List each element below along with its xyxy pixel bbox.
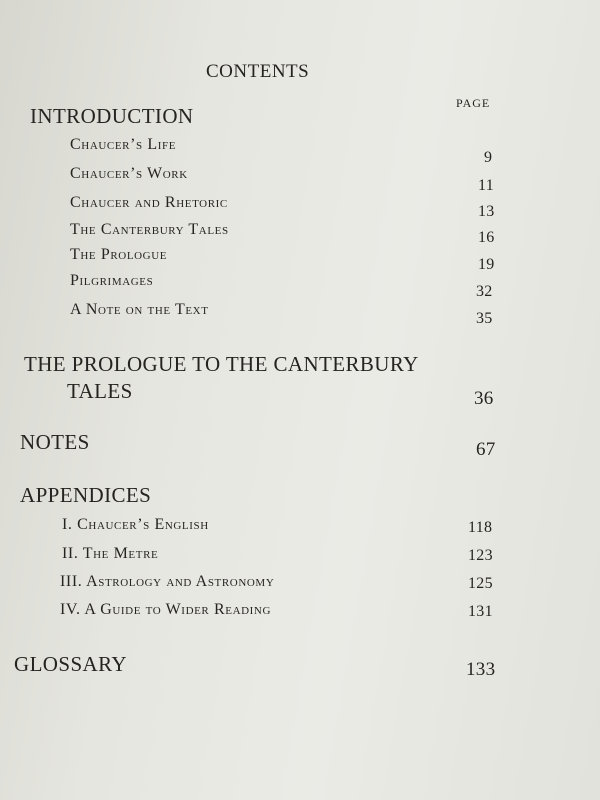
toc-entry-label: IV. A Guide to Wider Reading	[60, 601, 272, 618]
toc-entry-page: 133	[466, 659, 496, 680]
toc-entry-label: Pilgrimages	[70, 272, 154, 289]
section-heading-appendices: APPENDICES	[20, 483, 152, 507]
toc-entry-label: Chaucer’s Work	[70, 165, 188, 182]
section-heading-glossary: GLOSSARY	[14, 652, 127, 676]
toc-entry-label: II. The Metre	[62, 545, 159, 562]
toc-entry-label: Chaucer and Rhetoric	[70, 194, 228, 211]
toc-entry-label: The Canterbury Tales	[70, 221, 229, 238]
page-column-label: PAGE	[456, 96, 491, 110]
toc-entry-label: A Note on the Text	[70, 301, 209, 318]
page-title: CONTENTS	[206, 61, 310, 82]
section-heading-prologue: THE PROLOGUE TO THE CANTERBURY	[24, 352, 419, 376]
toc-entry-page: 36	[474, 388, 494, 409]
toc-entry-page: 13	[478, 203, 495, 220]
toc-entry-page: 125	[468, 575, 493, 592]
section-heading-notes: NOTES	[20, 430, 90, 454]
toc-entry-page: 16	[478, 229, 495, 246]
toc-entry-page: 9	[484, 149, 493, 166]
toc-entry-label: Chaucer’s Life	[70, 136, 177, 153]
toc-entry-label: I. Chaucer’s English	[62, 516, 209, 533]
toc-entry-label: The Prologue	[70, 246, 168, 263]
toc-entry-page: 118	[468, 519, 493, 536]
toc-entry-page: 35	[476, 310, 493, 327]
toc-entry-page: 123	[468, 547, 493, 564]
toc-entry-page: 32	[476, 283, 493, 300]
toc-entry-label: III. Astrology and Astronomy	[60, 573, 275, 590]
toc-entry-page: 11	[478, 177, 495, 194]
toc-entry-page: 131	[468, 603, 493, 620]
section-heading-prologue-continued: TALES	[67, 379, 133, 403]
toc-entry-page: 67	[476, 439, 496, 460]
section-heading-introduction: INTRODUCTION	[30, 104, 194, 128]
toc-entry-page: 19	[478, 256, 495, 273]
